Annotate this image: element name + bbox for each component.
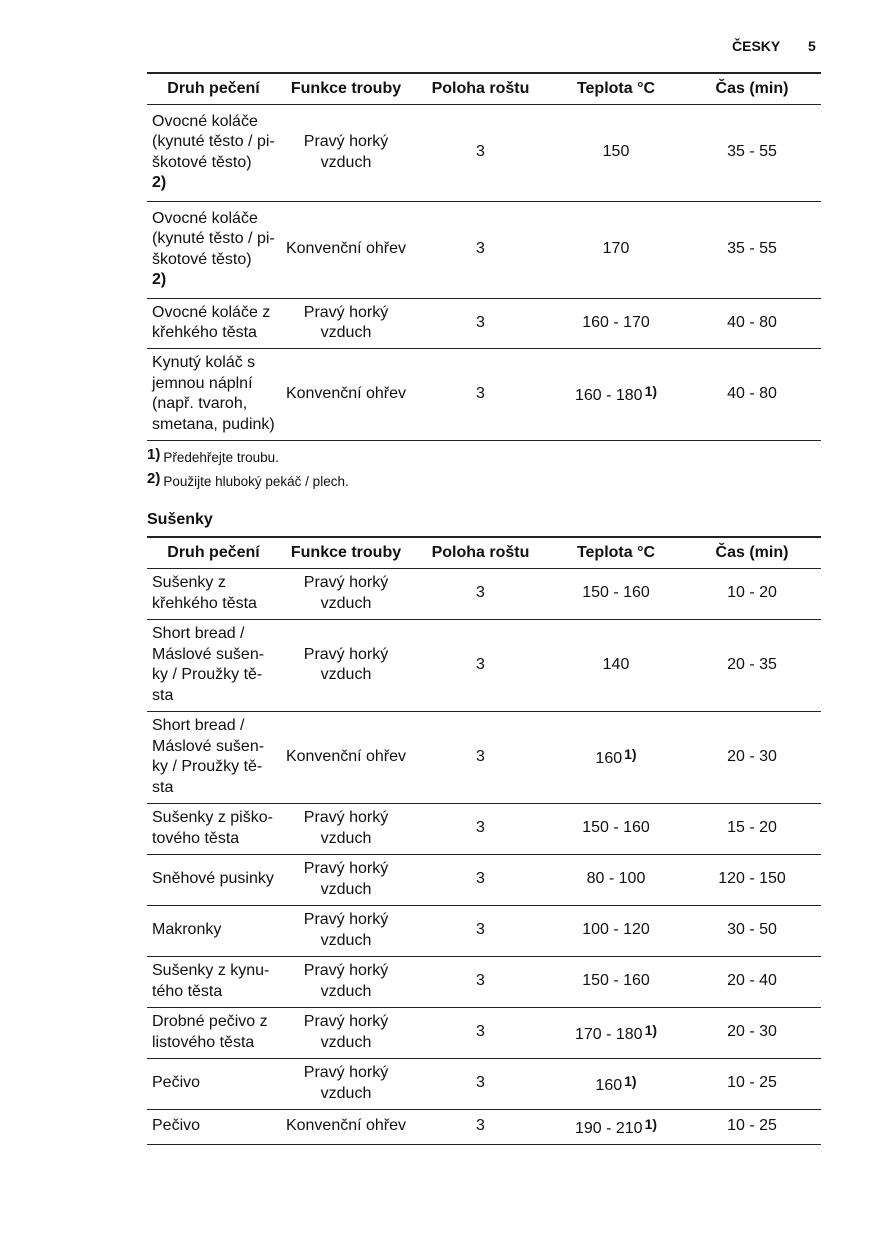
cell-type xyxy=(147,348,280,440)
temperature-value: 100 - 120 xyxy=(582,921,650,939)
cell-function-line: vzduch xyxy=(320,1033,372,1051)
cell-function-line: Pravý horký xyxy=(303,133,389,150)
table-row xyxy=(147,905,821,956)
cell-time: 120 - 150 xyxy=(718,870,786,888)
table-row xyxy=(147,201,821,298)
footnote-ref: 1) xyxy=(624,746,637,763)
cell-function xyxy=(280,803,412,854)
cell-function-line: vzduch xyxy=(320,153,372,171)
table-row xyxy=(147,104,821,201)
cell-position: 3 xyxy=(476,819,485,837)
cell-function xyxy=(280,104,412,201)
cell-function xyxy=(280,1007,412,1058)
cell-function-line: Pravý horký xyxy=(303,860,389,877)
table-header-row xyxy=(147,73,821,104)
cell-type-line: Sušenky z kynu- xyxy=(152,962,270,979)
cell-type-line: Short bread / xyxy=(152,625,245,642)
cell-type xyxy=(147,568,280,619)
footnote-text: Předehřejte troubu. xyxy=(163,450,279,465)
footnote-text: Použijte hluboký pekáč / plech. xyxy=(163,474,349,489)
temperature-value: 150 - 160 xyxy=(582,972,650,990)
footnote-marker: 1) xyxy=(147,446,161,463)
cell-temperature xyxy=(549,1058,683,1109)
cell-function-line: Pravý horký xyxy=(303,1013,389,1030)
cell-type-line: (např. tvaroh, xyxy=(152,395,248,412)
cell-time: 15 - 20 xyxy=(727,819,777,837)
cell-temperature xyxy=(549,348,683,440)
table-row xyxy=(147,619,821,711)
cell-temperature xyxy=(549,1109,683,1144)
col-header-function: Funkce trouby xyxy=(290,543,402,561)
footnote-ref: 1) xyxy=(624,1072,637,1089)
footnote-ref: 1) xyxy=(644,1115,658,1132)
footnote-marker: 2) xyxy=(147,470,161,487)
temperature-value: 150 xyxy=(602,143,630,161)
table-row xyxy=(147,1007,821,1058)
col-header-type: Druh pečení xyxy=(167,543,260,561)
cell-function-line: Pravý horký xyxy=(303,1064,389,1081)
cell-type xyxy=(147,619,280,711)
header-language: ČESKY xyxy=(732,38,781,54)
cell-temperature xyxy=(549,905,683,956)
cell-function xyxy=(280,711,412,803)
cell-type xyxy=(147,298,280,348)
baking-table-cookies xyxy=(147,536,821,1145)
temperature-value: 140 xyxy=(602,655,630,673)
table-row xyxy=(147,348,821,440)
cell-function-line: vzduch xyxy=(320,829,372,847)
cell-position: 3 xyxy=(476,972,485,990)
cell-function-line: Pravý horký xyxy=(303,645,389,663)
temperature-value: 160 - 180 xyxy=(574,387,643,405)
footnote-ref: 1) xyxy=(644,1021,658,1038)
cell-function-line: Pravý horký xyxy=(303,303,389,321)
cell-type xyxy=(147,956,280,1007)
section-title: Sušenky xyxy=(147,511,213,528)
cell-function-line: Pravý horký xyxy=(303,574,389,591)
cell-type-line: listového těsta xyxy=(152,1033,255,1051)
cell-type-line: sta xyxy=(152,778,174,796)
table-row xyxy=(147,298,821,348)
cell-time: 40 - 80 xyxy=(727,384,777,402)
cell-position: 3 xyxy=(476,655,485,673)
cell-position: 3 xyxy=(476,1074,485,1092)
cell-function-line: Konvenční ohřev xyxy=(285,747,407,765)
cell-type-line: křehkého těsta xyxy=(152,324,257,341)
cell-type-line: Ovocné koláče xyxy=(152,209,258,227)
table-header-row xyxy=(147,537,821,568)
temperature-value: 190 - 210 xyxy=(574,1119,643,1137)
cell-time: 20 - 35 xyxy=(727,655,777,673)
cell-time: 10 - 25 xyxy=(727,1074,777,1092)
cell-type xyxy=(147,201,280,298)
temperature-value: 80 - 100 xyxy=(586,870,646,888)
footnote-1 xyxy=(147,448,279,469)
table-row xyxy=(147,1058,821,1109)
cell-type xyxy=(147,854,280,905)
cell-function-line: Pravý horký xyxy=(303,962,389,979)
footnote-ref: 1) xyxy=(644,383,658,400)
footnote-2 xyxy=(147,472,349,493)
cell-function-line: Konvenční ohřev xyxy=(285,1117,407,1135)
temperature-value: 170 xyxy=(602,240,630,258)
cell-function-line: vzduch xyxy=(320,1084,372,1102)
cell-temperature xyxy=(549,956,683,1007)
cell-time: 10 - 25 xyxy=(727,1117,777,1135)
cell-function-line: vzduch xyxy=(320,666,372,683)
cell-function xyxy=(280,568,412,619)
cell-time: 10 - 20 xyxy=(727,584,777,602)
table-row xyxy=(147,568,821,619)
temperature-value: 160 xyxy=(595,1076,623,1094)
table-row xyxy=(147,854,821,905)
cell-type-line: Máslové sušen- xyxy=(152,645,265,663)
col-header-function: Funkce trouby xyxy=(290,79,402,97)
cell-time: 35 - 55 xyxy=(727,240,777,258)
cell-function-line: vzduch xyxy=(320,982,372,1000)
cell-type-line: (kynuté těsto / pi- xyxy=(152,230,275,247)
cell-position: 3 xyxy=(476,313,485,331)
table-row xyxy=(147,956,821,1007)
col-header-position: Poloha roštu xyxy=(431,79,530,97)
col-header-time: Čas (min) xyxy=(715,543,789,561)
cell-type-line: Makronky xyxy=(152,921,222,939)
cell-type xyxy=(147,803,280,854)
cell-time: 30 - 50 xyxy=(727,921,777,939)
cell-type xyxy=(147,905,280,956)
col-header-time: Čas (min) xyxy=(715,79,789,97)
temperature-value: 160 - 170 xyxy=(582,313,650,331)
cell-time: 20 - 40 xyxy=(727,972,777,990)
cell-function xyxy=(280,201,412,298)
cell-function xyxy=(280,348,412,440)
cell-time: 20 - 30 xyxy=(727,1023,777,1041)
temperature-value: 170 - 180 xyxy=(574,1025,643,1043)
cell-temperature xyxy=(549,298,683,348)
footnote-ref: 2) xyxy=(152,174,167,191)
cell-type-line: Máslové sušen- xyxy=(152,737,265,755)
cell-function-line: Pravý horký xyxy=(303,809,389,826)
cell-type-line: ky / Proužky tě- xyxy=(152,758,263,775)
col-header-temperature: Teplota °C xyxy=(576,543,656,561)
cell-type-line: Ovocné koláče xyxy=(152,112,258,130)
page-number: 5 xyxy=(808,38,816,54)
cell-type xyxy=(147,711,280,803)
cell-function-line: Pravý horký xyxy=(303,911,389,928)
cell-temperature xyxy=(549,803,683,854)
cell-function-line: Konvenční ohřev xyxy=(285,384,407,402)
cell-temperature xyxy=(549,1007,683,1058)
footnote-ref: 2) xyxy=(152,271,167,288)
cell-type xyxy=(147,1007,280,1058)
cell-function xyxy=(280,1058,412,1109)
cell-time: 35 - 55 xyxy=(727,143,777,161)
cell-position: 3 xyxy=(476,1023,485,1041)
col-header-temperature: Teplota °C xyxy=(576,79,656,97)
temperature-value: 150 - 160 xyxy=(582,819,650,837)
cell-temperature xyxy=(549,104,683,201)
cell-temperature xyxy=(549,619,683,711)
cell-type-line: Sněhové pusinky xyxy=(152,870,274,888)
cell-time: 20 - 30 xyxy=(727,747,777,765)
cell-temperature xyxy=(549,201,683,298)
cell-type-line: Pečivo xyxy=(152,1117,201,1135)
baking-table-cakes xyxy=(147,72,821,441)
cell-type-line: Ovocné koláče z xyxy=(152,303,271,321)
cell-function-line: vzduch xyxy=(320,324,372,341)
cell-time: 40 - 80 xyxy=(727,313,777,331)
cell-type-line: Drobné pečivo z xyxy=(152,1013,268,1030)
cell-type-line: smetana, pudink) xyxy=(152,415,275,433)
cell-type xyxy=(147,104,280,201)
cell-position: 3 xyxy=(476,384,485,402)
cell-type xyxy=(147,1109,280,1144)
cell-function-line: vzduch xyxy=(320,594,372,612)
cell-function-line: vzduch xyxy=(320,880,372,898)
cell-function xyxy=(280,1109,412,1144)
cell-type-line: tového těsta xyxy=(152,829,240,847)
cell-function xyxy=(280,298,412,348)
temperature-value: 150 - 160 xyxy=(582,584,650,602)
cell-temperature xyxy=(549,568,683,619)
cell-function xyxy=(280,956,412,1007)
cell-type-line: ky / Proužky tě- xyxy=(152,666,263,683)
cell-type-line: Short bread / xyxy=(152,717,245,734)
temperature-value: 160 xyxy=(595,750,623,768)
cell-position: 3 xyxy=(476,240,485,258)
cell-type-line: škotové těsto) xyxy=(152,250,252,268)
cell-position: 3 xyxy=(476,747,485,765)
cell-position: 3 xyxy=(476,1117,485,1135)
cell-type-line: tého těsta xyxy=(152,982,223,1000)
cell-function xyxy=(280,854,412,905)
cell-type-line: škotové těsto) xyxy=(152,153,252,171)
table-row xyxy=(147,711,821,803)
cell-function-line: vzduch xyxy=(320,931,372,949)
col-header-type: Druh pečení xyxy=(167,79,260,97)
cell-type-line: Pečivo xyxy=(152,1074,201,1092)
cell-type-line: jemnou náplní xyxy=(152,374,253,392)
cell-temperature xyxy=(549,711,683,803)
cell-position: 3 xyxy=(476,870,485,888)
cell-function xyxy=(280,905,412,956)
cell-type-line: Sušenky z piško- xyxy=(152,809,273,826)
cell-position: 3 xyxy=(476,143,485,161)
table-row xyxy=(147,1109,821,1144)
cell-temperature xyxy=(549,854,683,905)
cell-position: 3 xyxy=(476,921,485,939)
cell-position: 3 xyxy=(476,584,485,602)
cell-type-line: (kynuté těsto / pi- xyxy=(152,133,275,150)
cell-type-line: sta xyxy=(152,686,174,704)
table-row xyxy=(147,803,821,854)
cell-type-line: křehkého těsta xyxy=(152,594,257,612)
cell-function-line: Konvenční ohřev xyxy=(285,240,407,258)
cell-function xyxy=(280,619,412,711)
cell-type xyxy=(147,1058,280,1109)
cell-type-line: Kynutý koláč s xyxy=(152,354,256,371)
cell-type-line: Sušenky z xyxy=(152,574,226,591)
col-header-position: Poloha roštu xyxy=(431,543,530,561)
